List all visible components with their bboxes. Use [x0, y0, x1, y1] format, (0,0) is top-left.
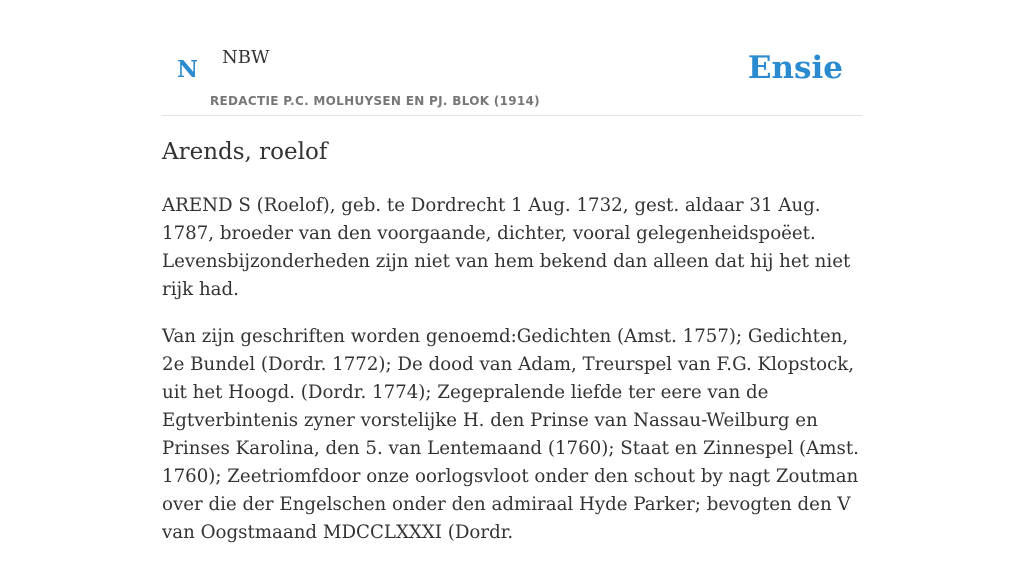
source-subtitle: REDACTIE P.C. MOLHUYSEN EN PJ. BLOK (1914)	[210, 94, 540, 108]
brand-logo[interactable]: Ensie	[747, 50, 843, 86]
page-container	[162, 0, 862, 543]
article-paragraph: Van zijn geschriften worden genoemd:Gedichten (Amst. 1757); Gedichten, 2e Bundel (Dordr. 1772); De dood van Adam, Treurspel van F.G. Klopstock, uit het Hoogd. (Dordr. 1774); Zegepralende liefde ter eere van de Egtverbintenis zyner vorstelijke H. den Prinse van Nassau-Weilburg en Prinses Karolina, den 5. van Lentemaand (1760); Staat en Zinnespel (Amst. 1760); Zeetriomfdoor onze oorlogsvloot onder den schout by nagt Zoutman over die der Engelschen onder den admiraal Hyde Parker; bevogten den V van Oogstmaand MDCCLXXXI (Dordr.	[162, 326, 859, 543]
source-header	[162, 0, 862, 116]
article-body	[162, 192, 862, 566]
article-title: Arends, roelof	[162, 139, 328, 165]
source-name[interactable]: NBW	[222, 47, 270, 68]
source-logo[interactable]: N	[177, 56, 199, 83]
article-paragraph: AREND S (Roelof), geb. te Dordrecht 1 Aug. 1732, gest. aldaar 31 Aug. 1787, broeder van den voorgaande, dichter, vooral gelegenheidspoëet. Levensbijzonderheden zijn niet van hem bekend dan alleen dat hij het niet rijk had.	[162, 195, 851, 300]
